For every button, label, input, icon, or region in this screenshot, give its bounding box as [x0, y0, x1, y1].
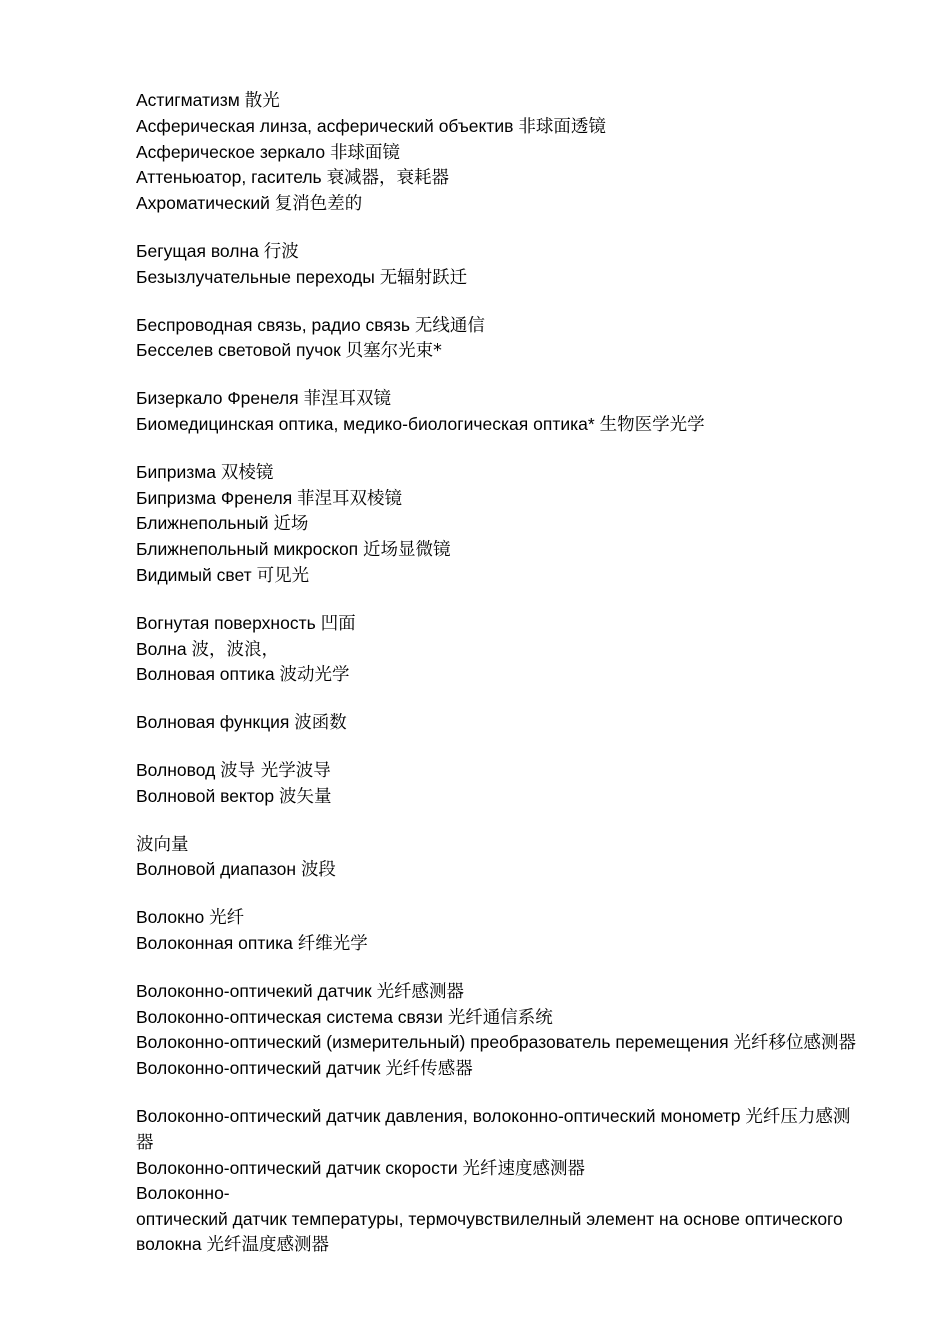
- chinese-term: 生物医学光学: [599, 414, 705, 435]
- russian-term: Волна: [136, 638, 187, 659]
- glossary-entry: [136, 611, 866, 637]
- chinese-term: 光纤传感器: [385, 1059, 473, 1080]
- glossary-entry: [136, 114, 866, 140]
- chinese-term: 近场显微镜: [363, 540, 451, 561]
- glossary-entry: [136, 1030, 866, 1056]
- russian-term: оптический датчик температуры, термочувствилелный элемент на основе оптического волокна: [136, 1209, 843, 1254]
- glossary-entry: [136, 931, 866, 957]
- russian-term: Астигматизм: [136, 90, 240, 110]
- chinese-term: 波导 光学波导: [220, 760, 331, 781]
- glossary-entry: [136, 832, 866, 858]
- glossary-entry: [136, 905, 866, 931]
- russian-term: Волновая функция: [136, 712, 290, 733]
- glossary-entry: [136, 1181, 866, 1207]
- term-group: [136, 239, 866, 291]
- chinese-term: 光纤通信系统: [447, 1007, 553, 1028]
- chinese-term: 光纤: [209, 908, 245, 929]
- glossary-entry: [136, 386, 866, 412]
- glossary-entry: [136, 338, 866, 364]
- russian-term: Бесселев световой пучок: [136, 340, 341, 361]
- chinese-term: 光纤感测器: [376, 981, 465, 1002]
- glossary-entry: [136, 88, 866, 114]
- russian-term: Беспроводная связь, радио связь: [136, 314, 411, 335]
- russian-term: Асферическая линза, асферический объектив: [136, 115, 514, 136]
- chinese-term: 非球面透镜: [518, 116, 606, 137]
- glossary-entry: [136, 784, 866, 810]
- russian-term: Ближнепольный: [136, 513, 269, 534]
- chinese-term: 复消色差的: [274, 194, 363, 215]
- russian-term: Волоконная оптика: [136, 932, 293, 953]
- glossary-entry: [136, 1056, 866, 1082]
- russian-term: Волоконно-оптический датчик скорости: [136, 1157, 458, 1178]
- term-group: [136, 313, 866, 365]
- term-group: [136, 1104, 866, 1258]
- russian-term: Ахроматический: [136, 193, 270, 214]
- russian-term: Волновой диапазон: [136, 859, 297, 880]
- russian-term: Волоконно-оптический датчик давления, волоконно-оптический монометр: [136, 1105, 741, 1126]
- russian-term: Волновая оптика: [136, 664, 275, 685]
- chinese-term: 光纤温度感测器: [206, 1234, 330, 1255]
- russian-term: Биомедицинская оптика, медико-биологическая оптика*: [136, 413, 595, 434]
- russian-term: Бипризма Френеля: [136, 487, 293, 508]
- term-group: [136, 979, 866, 1082]
- chinese-term: 光纤压力感测器: [136, 1106, 851, 1153]
- glossary-entry: [136, 1207, 866, 1258]
- glossary-entry: [136, 165, 866, 191]
- glossary-entry: [136, 537, 866, 563]
- chinese-term: 菲涅耳双镜: [303, 389, 391, 410]
- russian-term: Волоконно-оптическая система связи: [136, 1006, 443, 1027]
- glossary-entry: [136, 1156, 866, 1182]
- chinese-term: 无线通信: [414, 315, 485, 336]
- russian-term: Волоконно-оптичекий датчик: [136, 980, 372, 1001]
- chinese-term: 波，波浪，: [191, 639, 280, 660]
- glossary-entry: [136, 710, 866, 736]
- russian-term: Бипризма: [136, 461, 217, 482]
- chinese-term: 光纤移位感测器: [733, 1033, 857, 1054]
- chinese-term: 贝塞尔光束*: [345, 341, 442, 362]
- glossary-entry: [136, 637, 866, 663]
- russian-term: Ближнепольный микроскоп: [136, 539, 359, 560]
- chinese-term: 双棱镜: [220, 462, 274, 483]
- glossary-entry: [136, 313, 866, 339]
- glossary-entry: [136, 486, 866, 512]
- russian-term: Бизеркало Френеля: [136, 388, 299, 409]
- chinese-term: 散光: [244, 91, 280, 111]
- glossary-entry: [136, 857, 866, 883]
- term-group: [136, 832, 866, 884]
- russian-term: Волоконно-оптический (измерительный) преобразователь перемещения: [136, 1032, 729, 1053]
- russian-term: Аттеньюатор, гаситель: [136, 167, 322, 188]
- chinese-term: 近场: [273, 514, 309, 535]
- term-group: [136, 905, 866, 957]
- chinese-term: 波矢量: [278, 786, 332, 807]
- chinese-term: 可见光: [256, 565, 310, 586]
- glossary-entry: [136, 265, 866, 291]
- russian-term: Видимый свет: [136, 564, 252, 585]
- term-group: [136, 386, 866, 438]
- glossary-entry: [136, 758, 866, 784]
- term-group: [136, 758, 866, 810]
- russian-term: Волокно: [136, 907, 205, 928]
- chinese-term: 波向量: [136, 834, 189, 855]
- russian-term: Волоконно-: [136, 1183, 230, 1204]
- russian-term: Асферическое зеркало: [136, 141, 326, 162]
- term-group: [136, 611, 866, 688]
- russian-term: Волновой вектор: [136, 785, 275, 806]
- russian-term: Волновод: [136, 759, 216, 780]
- glossary-entry: [136, 563, 866, 589]
- russian-term: Бегущая волна: [136, 240, 259, 261]
- glossary-entry: [136, 191, 866, 217]
- glossary-entry: [136, 979, 866, 1005]
- chinese-term: 无辐射跃迁: [379, 267, 468, 288]
- chinese-term: 波函数: [294, 713, 347, 734]
- term-group: [136, 460, 866, 589]
- chinese-term: 波动光学: [279, 665, 350, 686]
- term-group: [136, 710, 866, 736]
- chinese-term: 纤维光学: [297, 933, 368, 954]
- glossary-entry: [136, 412, 866, 438]
- russian-term: Вогнутая поверхность: [136, 612, 316, 633]
- glossary-entry: [136, 1005, 866, 1031]
- chinese-term: 凹面: [320, 613, 356, 634]
- chinese-term: 波段: [300, 860, 336, 881]
- glossary-entry: [136, 511, 866, 537]
- chinese-term: 非球面镜: [329, 142, 400, 163]
- glossary-entry: [136, 239, 866, 265]
- glossary-entry: [136, 1104, 866, 1156]
- chinese-term: 行波: [263, 241, 299, 262]
- glossary-entry: [136, 460, 866, 486]
- russian-term: Волоконно-оптический датчик: [136, 1058, 381, 1079]
- chinese-term: 菲涅耳双棱镜: [297, 488, 403, 509]
- glossary-entry: [136, 662, 866, 688]
- term-group: [136, 88, 866, 217]
- glossary-entry: [136, 140, 866, 166]
- russian-term: Безызлучательные переходы: [136, 266, 375, 287]
- chinese-term: 衰减器，衰耗器: [326, 168, 450, 189]
- chinese-term: 光纤速度感测器: [462, 1158, 586, 1179]
- document-page: [136, 88, 866, 1280]
